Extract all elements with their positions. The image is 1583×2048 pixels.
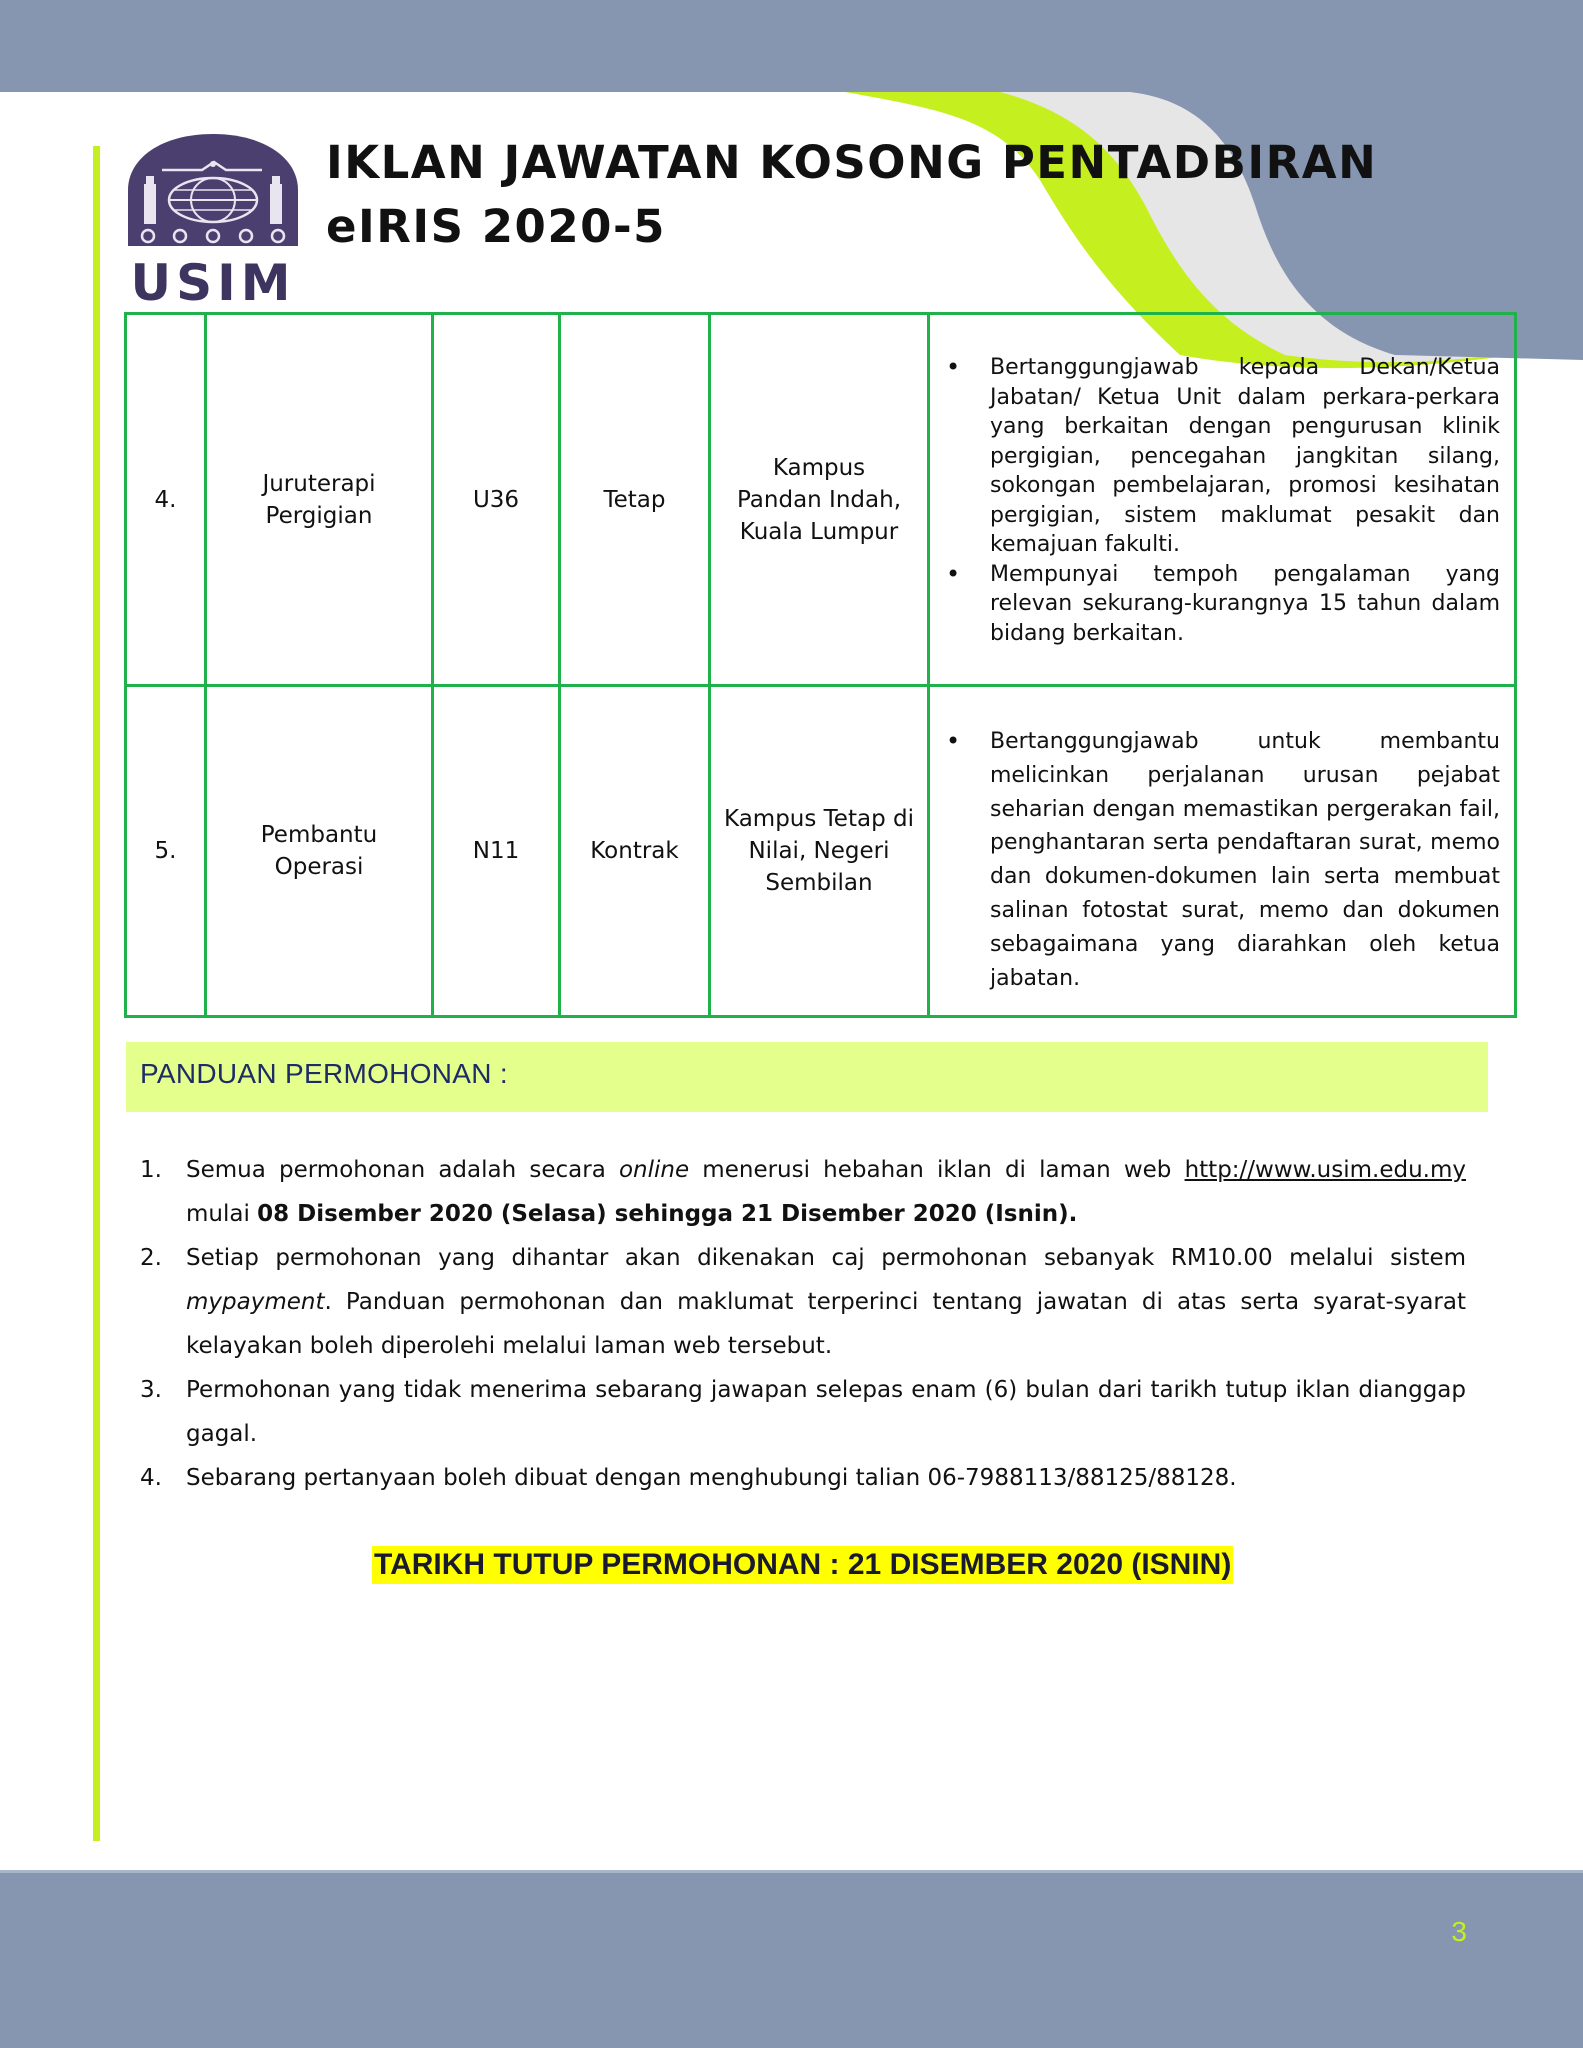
application-period: 08 Disember 2020 (Selasa) sehingga 21 Disember 2020 (Isnin).: [257, 1201, 1078, 1227]
item-number: 3.: [140, 1377, 162, 1403]
job-table: [124, 312, 1517, 1018]
page-number: 3: [1451, 1916, 1467, 1947]
usim-emblem-icon: [122, 128, 304, 258]
list-item: • Bertanggungjawab kepada Dekan/Ketua Jabatan/ Ketua Unit dalam perkara-perkara yang berkaitan dengan pengurusan klinik pergigian, pencegahan jangkitan silang, sokongan pembelajaran, promosi kesihatan pergigian, sistem maklumat pesakit dan kemajuan fakulti.: [990, 353, 1500, 560]
table-row: [126, 314, 1516, 686]
page-title: IKLAN JAWATAN KOSONG PENTADBIRAN: [326, 136, 1378, 189]
job-status: Tetap: [560, 314, 710, 686]
job-number: 4.: [126, 314, 206, 686]
job-position: Pembantu Operasi: [206, 686, 433, 1017]
guide-heading-bar: [126, 1042, 1488, 1112]
page-subtitle: eIRIS 2020-5: [326, 200, 666, 253]
left-accent-rule: [93, 146, 100, 1841]
application-guide-list: [140, 1148, 1466, 1500]
list-item: 1. Semua permohonan adalah secara online menerusi hebahan iklan di laman web http://www.usim.edu.my mulai 08 Disember 2020 (Selasa) sehingga 21 Disember 2020 (Isnin).: [140, 1148, 1466, 1236]
list-item: • Bertanggungjawab untuk membantu melicinkan perjalanan urusan pejabat seharian dengan memastikan pergerakan fail, penghantaran serta pendaftaran surat, memo dan dokumen-dokumen lain serta membuat salinan fotostat surat, memo dan dokumen sebagaimana yang diarahkan oleh ketua jabatan.: [990, 725, 1500, 995]
job-requirements: [929, 686, 1516, 1017]
logo-text: USIM: [130, 254, 296, 312]
usim-website-link[interactable]: http://www.usim.edu.my: [1184, 1157, 1466, 1183]
job-grade: N11: [433, 686, 560, 1017]
item-number: 4.: [140, 1465, 162, 1491]
guide-heading: PANDUAN PERMOHONAN :: [140, 1058, 508, 1089]
job-status: Kontrak: [560, 686, 710, 1017]
job-location: Kampus Pandan Indah, Kuala Lumpur: [710, 314, 929, 686]
item-number: 2.: [140, 1245, 162, 1271]
job-requirements: [929, 314, 1516, 686]
list-item: • Mempunyai tempoh pengalaman yang relevan sekurang-kurangnya 15 tahun dalam bidang berkaitan.: [990, 560, 1500, 649]
job-number: 5.: [126, 686, 206, 1017]
table-row: [126, 686, 1516, 1017]
job-grade: U36: [433, 314, 560, 686]
list-item: 4. Sebarang pertanyaan boleh dibuat dengan menghubungi talian 06-7988113/88125/88128.: [140, 1456, 1466, 1500]
closing-date: TARIKH TUTUP PERMOHONAN : 21 DISEMBER 2020 (ISNIN): [372, 1546, 1233, 1584]
job-location: Kampus Tetap di Nilai, Negeri Sembilan: [710, 686, 929, 1017]
list-item: 3. Permohonan yang tidak menerima sebarang jawapan selepas enam (6) bulan dari tarikh tutup iklan dianggap gagal.: [140, 1368, 1466, 1456]
footer-band: [0, 1870, 1583, 2048]
job-position: Juruterapi Pergigian: [206, 314, 433, 686]
usim-logo: [122, 128, 304, 312]
item-number: 1.: [140, 1157, 162, 1183]
footer-divider: [0, 1870, 1583, 1873]
list-item: 2. Setiap permohonan yang dihantar akan dikenakan caj permohonan sebanyak RM10.00 melalui sistem mypayment. Panduan permohonan dan maklumat terperinci tentang jawatan di atas serta syarat-syarat kelayakan boleh diperolehi melalui laman web tersebut.: [140, 1236, 1466, 1368]
